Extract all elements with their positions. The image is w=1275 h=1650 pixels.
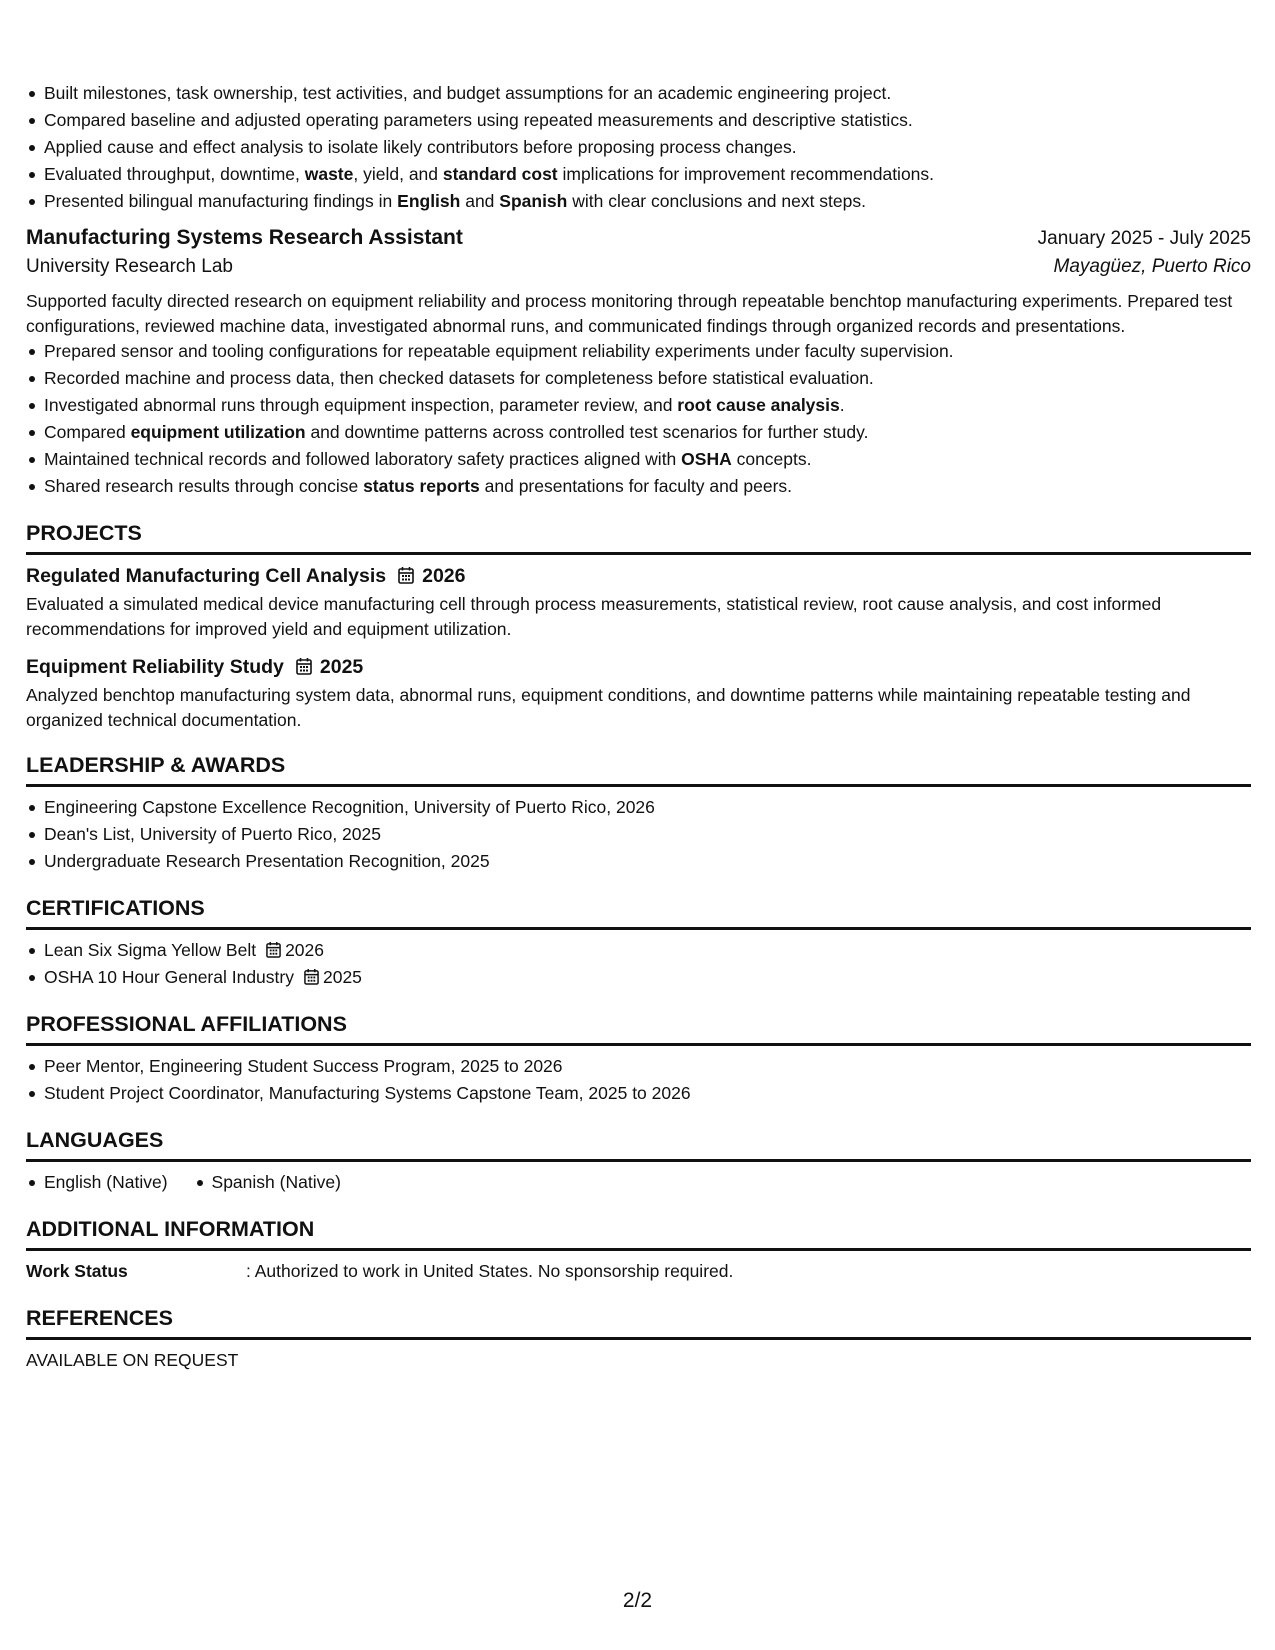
list-item: Shared research results through concise status reports and presentations for faculty and peers. xyxy=(26,473,1251,500)
job-summary: Supported faculty directed research on equipment reliability and process monitoring through repeatable benchtop manufacturing experiments. Prepared test configurations, reviewed machine data, investigated abnormal runs, and communicated findings through organized records and presentations. xyxy=(26,291,1233,336)
list-item: Maintained technical records and followed laboratory safety practices aligned with OSHA concepts. xyxy=(26,446,1251,473)
calendar-icon xyxy=(304,966,319,993)
list-item: Dean's List, University of Puerto Rico, 2025 xyxy=(26,821,1251,848)
job-organization: University Research Lab xyxy=(26,256,233,277)
job-header xyxy=(26,227,1251,257)
list-item: Compared equipment utilization and downtime patterns across controlled test scenarios for further study. xyxy=(26,419,1251,446)
certification-name: OSHA 10 Hour General Industry xyxy=(44,967,294,987)
list-item: Prepared sensor and tooling configurations for repeatable equipment reliability experiments under faculty supervision. xyxy=(26,338,1251,365)
section-heading-additional: ADDITIONAL INFORMATION xyxy=(26,1216,1251,1251)
section-heading-projects: PROJECTS xyxy=(26,520,1251,555)
calendar-icon xyxy=(296,657,312,680)
project-name: Regulated Manufacturing Cell Analysis xyxy=(26,565,387,588)
job-title: Manufacturing Systems Research Assistant xyxy=(26,226,463,249)
section-heading-affiliations: PROFESSIONAL AFFILIATIONS xyxy=(26,1011,1251,1046)
list-item: Student Project Coordinator, Manufacturing Systems Capstone Team, 2025 to 2026 xyxy=(26,1080,1251,1107)
section-heading-leadership: LEADERSHIP & AWARDS xyxy=(26,752,1251,787)
certification-year: 2025 xyxy=(322,967,362,987)
certification-year: 2026 xyxy=(285,940,325,960)
work-status-row xyxy=(26,1258,1251,1285)
awards-list xyxy=(26,794,1251,875)
list-item xyxy=(26,937,1251,964)
list-item: Peer Mentor, Engineering Student Success Program, 2025 to 2026 xyxy=(26,1053,1251,1080)
list-item: English (Native) xyxy=(26,1169,168,1196)
list-item: Undergraduate Research Presentation Recognition, 2025 xyxy=(26,848,1251,875)
calendar-icon xyxy=(398,566,414,589)
languages-list xyxy=(26,1169,1251,1196)
job-bullets xyxy=(26,338,1251,500)
job-dates: January 2025 - July 2025 xyxy=(1037,228,1251,249)
list-item: Spanish (Native) xyxy=(194,1169,341,1196)
calendar-icon xyxy=(266,939,281,966)
list-item: Recorded machine and process data, then checked datasets for completeness before statistical evaluation. xyxy=(26,365,1251,392)
section-heading-certifications: CERTIFICATIONS xyxy=(26,895,1251,930)
certifications-list xyxy=(26,937,1251,991)
certification-name: Lean Six Sigma Yellow Belt xyxy=(44,940,257,960)
project-header xyxy=(26,653,1251,683)
section-heading-references: REFERENCES xyxy=(26,1305,1251,1340)
work-status-label: Work Status xyxy=(26,1261,128,1281)
list-item: Presented bilingual manufacturing findings in English and Spanish with clear conclusions and next steps. xyxy=(26,188,1251,215)
list-item: Evaluated throughput, downtime, waste, yield, and standard cost implications for improvement recommendations. xyxy=(26,161,1251,188)
project-name: Equipment Reliability Study xyxy=(26,656,284,679)
project-description: Analyzed benchtop manufacturing system data, abnormal runs, equipment conditions, and downtime patterns while maintaining repeatable testing and organized technical documentation. xyxy=(26,685,1191,730)
list-item: Engineering Capstone Excellence Recognition, University of Puerto Rico, 2026 xyxy=(26,794,1251,821)
resume-page xyxy=(26,80,1251,1374)
references-text: AVAILABLE ON REQUEST xyxy=(26,1350,239,1370)
section-heading-languages: LANGUAGES xyxy=(26,1127,1251,1162)
project-year: 2026 xyxy=(422,565,466,588)
list-item xyxy=(26,964,1251,991)
list-item: Compared baseline and adjusted operating parameters using repeated measurements and descriptive statistics. xyxy=(26,107,1251,134)
list-item: Investigated abnormal runs through equipment inspection, parameter review, and root cause analysis. xyxy=(26,392,1251,419)
job-subheader xyxy=(26,257,1251,289)
list-item: Applied cause and effect analysis to isolate likely contributors before proposing process changes. xyxy=(26,134,1251,161)
affiliations-list xyxy=(26,1053,1251,1107)
project-description: Evaluated a simulated medical device manufacturing cell through process measurements, statistical review, root cause analysis, and cost informed recommendations for improved yield and equipment utilization. xyxy=(26,594,1162,639)
work-status-value: : Authorized to work in United States. No sponsorship required. xyxy=(246,1261,734,1281)
project-header xyxy=(26,562,1251,592)
job-location: Mayagüez, Puerto Rico xyxy=(1053,256,1251,277)
project-year: 2025 xyxy=(319,656,364,679)
page-number: 2/2 xyxy=(622,1589,653,1612)
previous-role-bullets xyxy=(26,80,1251,215)
list-item: Built milestones, task ownership, test activities, and budget assumptions for an academic engineering project. xyxy=(26,80,1251,107)
